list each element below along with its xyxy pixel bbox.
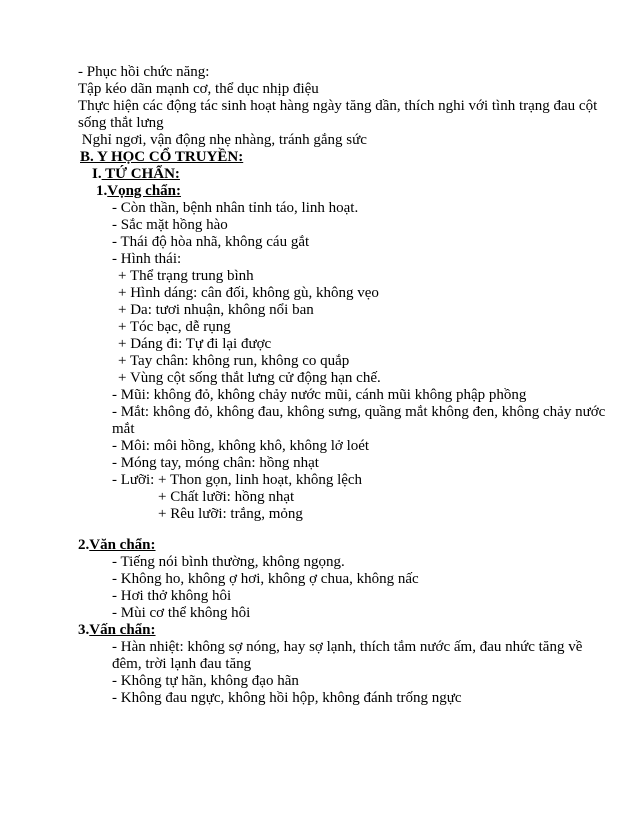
vong-item: mắt: [112, 421, 135, 437]
hinh-thai-item: + Tay chân: không run, không co quắp: [118, 353, 350, 369]
van-hoi-item: đêm, trời lạnh đau tăng: [112, 656, 252, 672]
rehab-line: sống thắt lưng: [78, 115, 164, 131]
van-hoi-title: Vấn chẩn:: [89, 622, 156, 638]
van-hoi-heading: [0, 622, 638, 639]
vong-item: - Móng tay, móng chân: hồng nhạt: [112, 455, 319, 471]
document-page: [0, 64, 638, 707]
section-i-number: I.: [92, 166, 102, 182]
section-i-heading: [0, 166, 638, 183]
van-chan-item: - Không ho, không ợ hơi, không ợ chua, không nấc: [112, 571, 419, 587]
vong-item: - Còn thần, bệnh nhân tỉnh táo, linh hoạt.: [112, 200, 359, 216]
vong-item: - Lưỡi: + Thon gọn, linh hoạt, không lệch: [112, 472, 363, 488]
hinh-thai-item: + Hình dáng: cân đối, không gù, không vẹo: [118, 285, 379, 301]
hinh-thai-item: + Thể trạng trung bình: [118, 268, 254, 284]
van-chan-item: - Tiếng nói bình thường, không ngọng.: [112, 554, 345, 570]
hinh-thai-item: + Dáng đi: Tự đi lại được: [118, 336, 272, 352]
section-i-title: TỨ CHẨN:: [101, 166, 180, 182]
section-b-heading: B. Y HỌC CỔ TRUYỀN:: [80, 149, 244, 165]
van-chan-number: 2.: [78, 537, 90, 553]
hinh-thai-item: + Da: tươi nhuận, không nổi ban: [118, 302, 314, 318]
spacer: [0, 523, 638, 537]
vong-item: - Sắc mặt hồng hào: [112, 217, 228, 233]
rehab-heading: - Phục hồi chức năng:: [78, 64, 210, 80]
vong-item: - Hình thái:: [112, 251, 182, 267]
vong-item: - Môi: môi hồng, không khô, không lở loét: [112, 438, 370, 454]
van-chan-heading: [0, 537, 638, 554]
hinh-thai-item: + Vùng cột sống thắt lưng cử động hạn chế.: [118, 370, 381, 386]
vong-item: - Mũi: không đỏ, không chảy nước mũi, cánh mũi không phập phồng: [112, 387, 527, 403]
van-chan-item: - Hơi thở không hôi: [112, 588, 232, 604]
vong-chan-number: 1.: [96, 183, 108, 199]
van-hoi-item: - Hàn nhiệt: không sợ nóng, hay sợ lạnh, thích tắm nước ấm, đau nhức tăng về: [112, 639, 583, 655]
luoi-item: + Chất lưỡi: hồng nhạt: [158, 489, 295, 505]
van-chan-title: Văn chẩn:: [89, 537, 156, 553]
van-hoi-item: - Không tự hãn, không đạo hãn: [112, 673, 299, 689]
vong-chan-title: Vọng chẩn:: [107, 183, 182, 199]
van-hoi-item: - Không đau ngực, không hồi hộp, không đánh trống ngực: [112, 690, 462, 706]
rehab-line: Nghỉ ngơi, vận động nhẹ nhàng, tránh gắng sức: [78, 132, 367, 148]
vong-chan-heading: [0, 183, 638, 200]
rehab-line: Tập kéo dãn mạnh cơ, thể dục nhịp điệu: [78, 81, 319, 97]
vong-item: - Thái độ hòa nhã, không cáu gắt: [112, 234, 310, 250]
hinh-thai-item: + Tóc bạc, dễ rụng: [118, 319, 231, 335]
van-hoi-number: 3.: [78, 622, 90, 638]
luoi-item: + Rêu lưỡi: trắng, mỏng: [158, 506, 303, 522]
rehab-line: Thực hiện các động tác sinh hoạt hàng ngày tăng dần, thích nghi với tình trạng đau cột: [78, 98, 598, 114]
vong-item: - Mắt: không đỏ, không đau, không sưng, quầng mắt không đen, không chảy nước: [112, 404, 606, 420]
van-chan-item: - Mùi cơ thể không hôi: [112, 605, 251, 621]
